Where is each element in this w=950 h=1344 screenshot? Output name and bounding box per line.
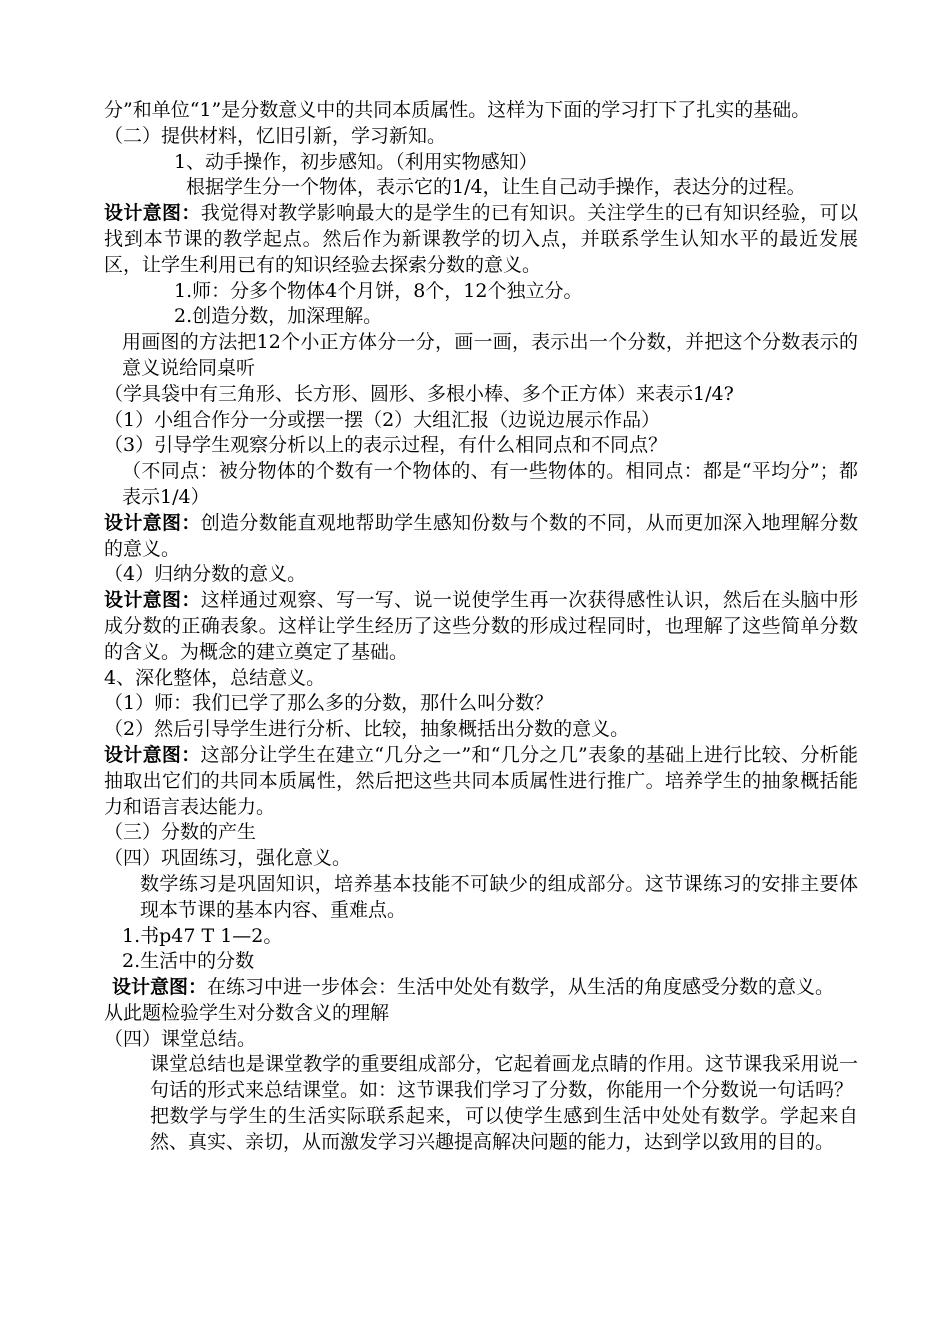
design-intent-paragraph: [104, 588, 858, 665]
step-heading-hands-on: 1、动手操作，初步感知。（利用实物感知）: [174, 150, 538, 173]
paragraph-tools: （学具袋中有三角形、长方形、圆形、多根小棒、多个正方体）来表示1/4?: [104, 382, 734, 405]
paragraph-conclusion: 把数学与学生的生活实际联系起来，可以使学生感到生活中处处有数学。学起来自然、真实、亲切，从而激发学习兴趣提高解决问题的能力，达到学以致用的目的。: [150, 1105, 858, 1153]
design-intent-text: 在练习中进一步体会：生活中处处有数学，从生活的角度感受分数的意义。: [207, 976, 835, 999]
design-intent-label: 设计意图：: [104, 589, 201, 612]
design-intent-label: 设计意图：: [104, 743, 201, 766]
section-heading-3: （三）分数的产生: [104, 821, 257, 844]
paragraph-observe: （3）引导学生观察分析以上的表示过程，有什么相同点和不同点？: [104, 434, 668, 457]
section-heading-summary: （四）课堂总结。: [104, 1027, 257, 1050]
design-intent-text: 这样通过观察、写一写、说一说使学生再一次获得感性认识，然后在头脑中形成分数的正确表象。这样让学生经历了这些分数的形成过程同时，也理解了这些简单分数的含义。为概念的建立奠定了基础。: [104, 589, 858, 663]
paragraph-summarize: （4）归纳分数的意义。: [104, 563, 307, 586]
design-intent-label: 设计意图：: [104, 511, 201, 534]
section-heading-2: （二）提供材料，忆旧引新，学习新知。: [104, 124, 447, 147]
design-intent-text: 我觉得对教学影响最大的是学生的已有知识。关注学生的已有知识经验，可以找到本节课的教学起点。然后作为新课教学的切入点，并联系学生认知水平的最近发展区，让学生利用已有的知识经验去探索分数的意义。: [104, 202, 858, 276]
paragraph-practice: 数学练习是巩固知识，培养基本技能不可缺少的组成部分。这节课练习的安排主要体现本节课的基本内容、重难点。: [140, 872, 858, 921]
design-intent-paragraph: [104, 743, 858, 820]
section-heading-4: （四）巩固练习，强化意义。: [104, 847, 352, 870]
paragraph-differences: （不同点：被分物体的个数有一个物体的、有一些物体的。相同点：都是“平均分”；都表示1/4）: [122, 460, 858, 508]
list-item-life: 2.生活中的分数: [122, 950, 255, 973]
design-intent-label: 设计意图：: [104, 202, 201, 225]
design-intent-paragraph: [104, 975, 858, 1001]
paragraph-check: 从此题检验学生对分数含义的理解: [104, 1001, 390, 1024]
paragraph-intro-continuation: 分”和单位“1”是分数意义中的共同本质属性。这样为下面的学习打下了扎实的基础。: [104, 99, 811, 121]
design-intent-text: 创造分数能直观地帮助学生感知份数与个数的不同，从而更加深入地理解分数的意义。: [104, 511, 858, 560]
paragraph-question: （1）师：我们已学了那么多的分数，那什么叫分数？: [104, 692, 554, 715]
paragraph-summary: 课堂总结也是课堂教学的重要组成部分，它起着画龙点睛的作用。这节课我采用说一句话的形式来总结课堂。如：这节课我们学习了分数，你能用一个分数说一句话吗？: [150, 1053, 858, 1102]
paragraph-draw: 用画图的方法把12个小正方体分一分，画一画，表示出一个分数，并把这个分数表示的意义说给同桌听: [122, 331, 858, 379]
design-intent-paragraph: [104, 511, 858, 563]
paragraph-hands-on: 根据学生分一个物体，表示它的1/4，让生自己动手操作，表达分的过程。: [186, 176, 806, 199]
design-intent-label: 设计意图：: [112, 976, 208, 999]
design-intent-text: 这部分让学生在建立“几分之一”和“几分之几”表象的基础上进行比较、分析能抽取出它们的共同本质属性，然后把这些共同本质属性进行推广。培养学生的抽象概括能力和语言表达能力。: [104, 743, 858, 818]
design-intent-paragraph: [104, 201, 858, 278]
list-item-teacher: 1.师：分多个物体4个月饼，8个，12个独立分。: [174, 279, 583, 302]
step-heading-deepen: 4、深化整体，总结意义。: [104, 666, 326, 689]
list-item-book: 1.书p47 T 1—2。: [122, 924, 283, 947]
paragraph-group-work: （1）小组合作分一分或摆一摆（2）大组汇报（边说边展示作品）: [104, 408, 661, 431]
paragraph-analysis: （2）然后引导学生进行分析、比较，抽象概括出分数的意义。: [104, 718, 630, 741]
list-item-create: 2.创造分数，加深理解。: [174, 305, 383, 328]
